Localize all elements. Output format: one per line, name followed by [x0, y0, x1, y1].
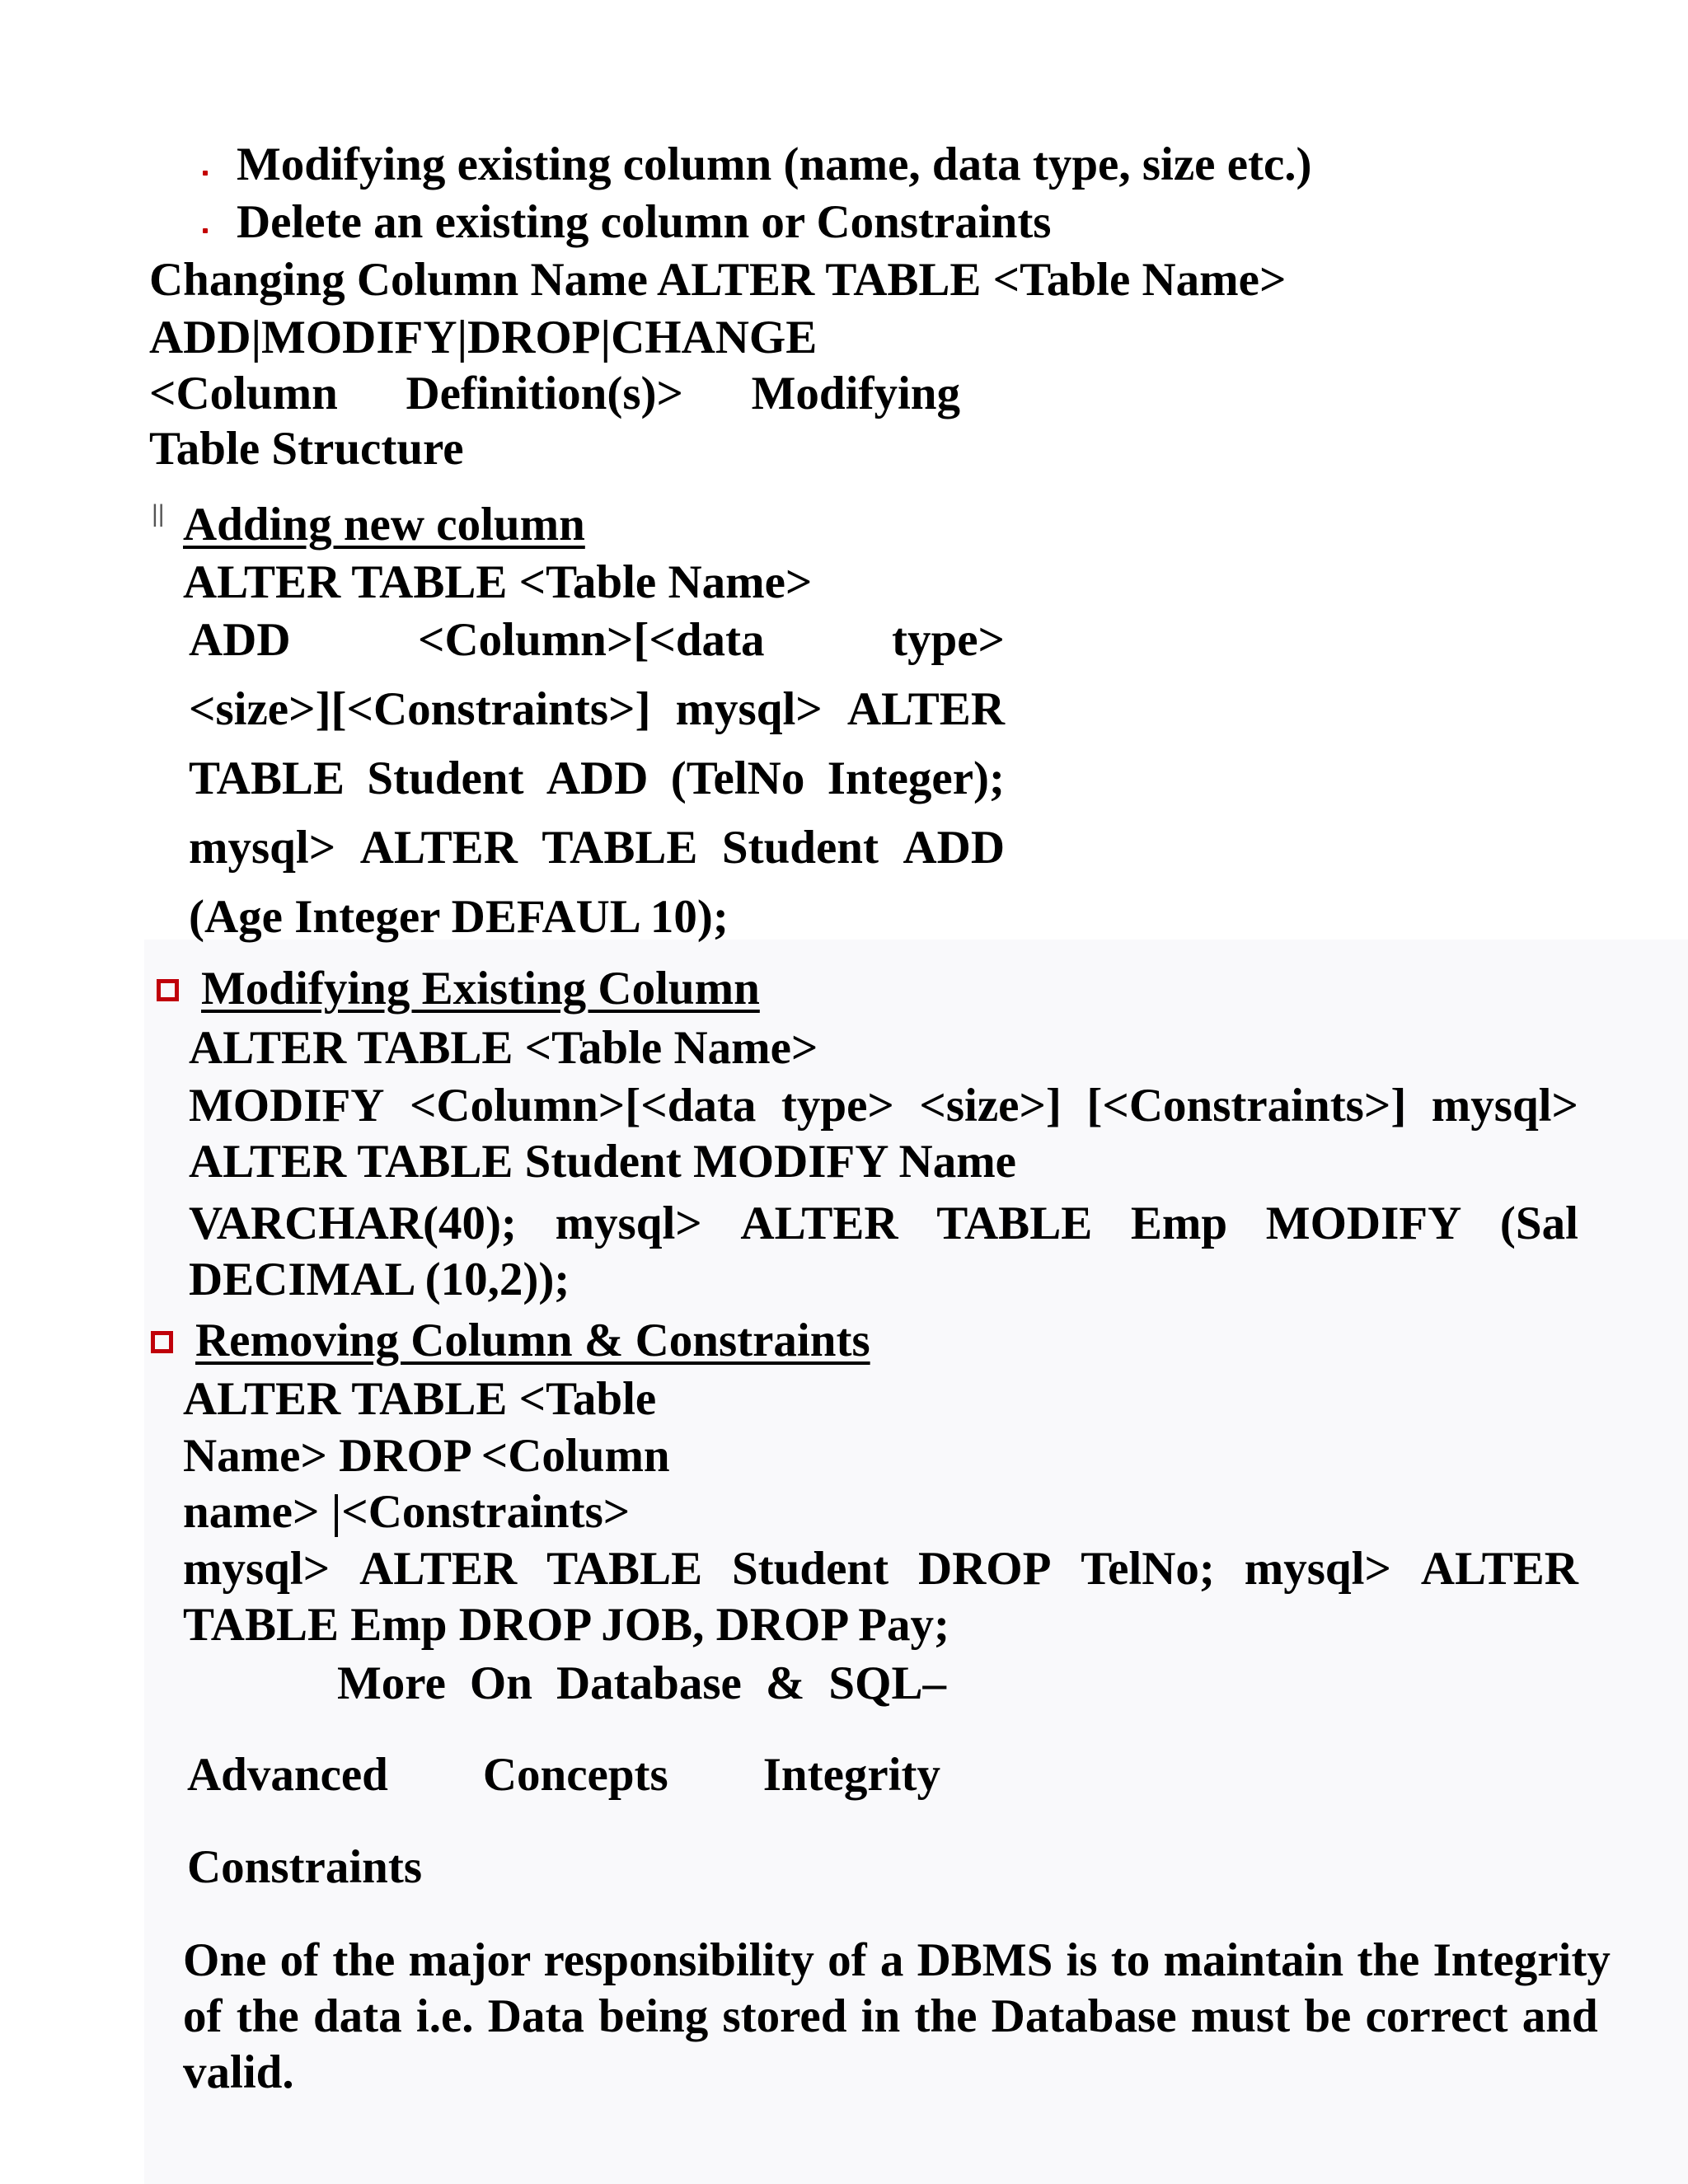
- section-heading: Removing Column & Constraints: [195, 1315, 870, 1366]
- word: ALTER: [359, 1543, 518, 1595]
- code-line-justified: [189, 820, 1005, 876]
- code-line: Name> DROP <Column: [183, 1430, 670, 1482]
- intro-line: Changing Column Name ALTER TABLE <Table Name>: [149, 254, 1287, 306]
- word: Database: [556, 1657, 742, 1709]
- code-line: TABLE Emp DROP JOB, DROP Pay;: [183, 1599, 950, 1651]
- code-line: name> |<Constraints>: [183, 1486, 631, 1538]
- word: &: [765, 1657, 805, 1709]
- word: (Sal: [1499, 1197, 1578, 1249]
- code-line: ALTER TABLE Student MODIFY Name: [189, 1136, 1016, 1188]
- word: Modifying: [751, 368, 960, 419]
- intro-line: ADD|MODIFY|DROP|CHANGE: [149, 312, 818, 363]
- word: Concepts: [482, 1749, 668, 1801]
- word: mysql>: [1431, 1080, 1578, 1132]
- word: (TelNo: [670, 752, 805, 804]
- word: More: [337, 1657, 446, 1709]
- word: ALTER: [1420, 1543, 1578, 1595]
- section-heading: Modifying Existing Column: [201, 963, 760, 1015]
- word: ADD: [189, 614, 291, 666]
- bullet-dot: [203, 228, 208, 233]
- word: ALTER: [359, 822, 518, 874]
- word: ALTER: [846, 683, 1005, 735]
- word: mysql>: [675, 683, 823, 735]
- word: TABLE: [546, 1543, 703, 1595]
- code-line-justified: [183, 1541, 1578, 1597]
- word: Student: [721, 822, 879, 874]
- word: Advanced: [187, 1749, 388, 1801]
- word: On: [469, 1657, 532, 1709]
- code-line-justified: [189, 1078, 1578, 1134]
- word: SQL–: [828, 1657, 946, 1709]
- paragraph-line: [183, 1933, 1611, 1989]
- code-line-justified: [189, 612, 1005, 668]
- word: <Column>[<data: [418, 614, 765, 666]
- code-line: ALTER TABLE <Table: [183, 1373, 657, 1425]
- paragraph-text: One of the major responsibility of a DBMS is to maintain the Integrity: [183, 1934, 1611, 1986]
- word: ADD: [903, 822, 1005, 874]
- word: DROP: [917, 1543, 1052, 1595]
- word: ALTER: [740, 1197, 898, 1249]
- word: TABLE: [542, 822, 698, 874]
- paragraph-line: valid.: [183, 2046, 294, 2098]
- section-subtitle: [187, 1747, 940, 1803]
- word: <Column>[<data: [409, 1080, 757, 1132]
- code-line: ALTER TABLE <Table Name>: [183, 556, 813, 608]
- word: Definition(s)>: [406, 368, 683, 419]
- word: TelNo;: [1081, 1543, 1215, 1595]
- word: <size>]: [919, 1080, 1062, 1132]
- bullet-item: Delete an existing column or Constraints: [237, 196, 1052, 248]
- intro-line: Table Structure: [149, 423, 464, 475]
- word: Student: [731, 1543, 889, 1595]
- checkbox-icon: [151, 1331, 173, 1353]
- word: Integer);: [827, 752, 1005, 804]
- word: type>: [892, 614, 1005, 666]
- bullet-dot: [203, 171, 208, 176]
- word: <size>][<Constraints>]: [189, 683, 651, 735]
- code-line-justified: [189, 682, 1005, 738]
- code-line: DECIMAL (10,2));: [189, 1254, 570, 1305]
- checkbox-icon: [157, 979, 179, 1001]
- section-marker: ||: [152, 500, 165, 527]
- word: mysql>: [183, 1543, 331, 1595]
- word: type>: [781, 1080, 894, 1132]
- section-subtitle: Constraints: [187, 1841, 423, 1893]
- word: mysql>: [189, 822, 336, 874]
- code-line: (Age Integer DEFAUL 10);: [189, 891, 729, 943]
- word: ADD: [546, 752, 649, 804]
- bullet-item: Modifying existing column (name, data type, size etc.): [237, 138, 1312, 190]
- word: MODIFY: [189, 1080, 385, 1132]
- word: VARCHAR(40);: [189, 1197, 517, 1249]
- word: MODIFY: [1265, 1197, 1462, 1249]
- word: TABLE: [936, 1197, 1093, 1249]
- word: <Column: [149, 368, 338, 419]
- word: Student: [367, 752, 524, 804]
- intro-line-justified: [149, 366, 960, 422]
- code-line: ALTER TABLE <Table Name>: [189, 1022, 818, 1074]
- word: TABLE: [189, 752, 345, 804]
- word: Integrity: [762, 1749, 940, 1801]
- code-line-justified: [189, 1196, 1578, 1252]
- section-title: [337, 1656, 946, 1712]
- word: Emp: [1130, 1197, 1228, 1249]
- section-heading: Adding new column: [183, 499, 585, 551]
- word: [<Constraints>]: [1086, 1080, 1407, 1132]
- word: mysql>: [1244, 1543, 1391, 1595]
- paragraph-line: of the data i.e. Data being stored in the Database must be correct and: [183, 1990, 1598, 2042]
- word: mysql>: [555, 1197, 702, 1249]
- code-line-justified: [189, 751, 1005, 807]
